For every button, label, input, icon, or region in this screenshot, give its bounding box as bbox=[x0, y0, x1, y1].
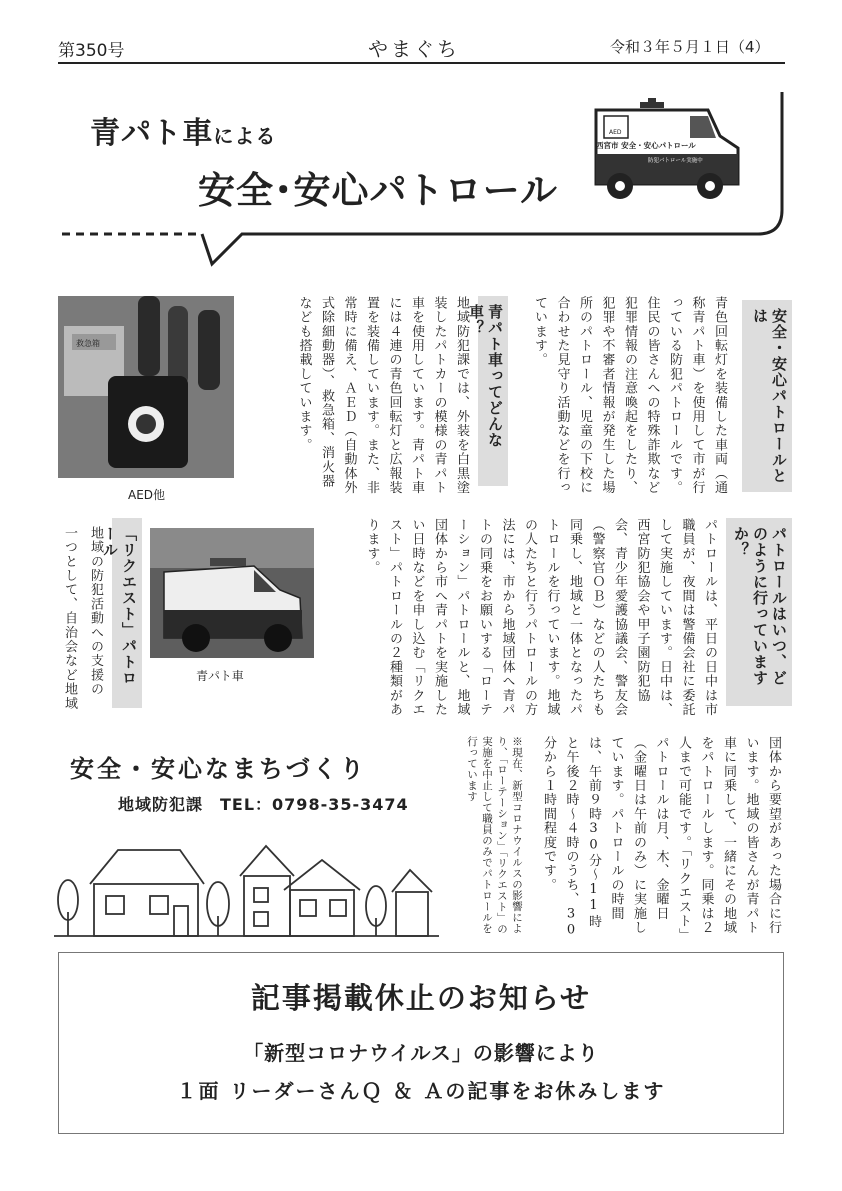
body-when: パトロールは、平日の日中は市職員が、夜間は警備会社に委託して実施しています。日中は、西宮防犯協会や甲子園防犯協会、青少年愛護協議会、警友会（警察官ＯＢ）などの人たちも同乗し、地域と一体となったパトロールを行っています。地域の人たちと行うパトロールの方法には、市から地域団体へ青パトの同乗をお願いする「ローテーション」パトロールと、地域団体から市へ青パトを実施したい日時などを申し込む「リクエスト」パトロールの２種類があります。 bbox=[364, 518, 717, 717]
heading-about: 安全･安心パトロールとは bbox=[742, 300, 792, 492]
title-suffix: による bbox=[213, 124, 277, 148]
heading-vehicle: 青パト車ってどんな車？ bbox=[478, 296, 508, 486]
machizukuri-dept-contact: 地域防犯課 TEL：0798-35-3474 bbox=[118, 795, 409, 814]
body-vehicle: 地域防犯課では、外装を白黒塗装したパトカーの模様の青パト車を使用しています。青パト車には４連の青色回転灯と広報装置を装備しています。また、非常時に備え、ＡＥＤ（自動体外式除細動器）、救急箱、消火器なども搭載しています。 bbox=[296, 296, 469, 495]
machizukuri-title: 安全・安心なまちづくり bbox=[70, 755, 367, 783]
truck-side-text: 西宮市 安全・安心パトロール bbox=[596, 141, 696, 150]
heading-when: パトロールはいつ、どのように行っていますか？ bbox=[726, 518, 792, 706]
car-caption: 青パト車 bbox=[196, 669, 244, 683]
truck-side-text2: 防犯パトロール実施中 bbox=[648, 158, 703, 164]
notice-line2: １面 リーダーさんＱ ＆ Ａの記事をお休みします bbox=[176, 1079, 666, 1103]
aed-box-label: 救急箱 bbox=[76, 339, 100, 348]
title-main: 青パト車 bbox=[90, 116, 214, 151]
issue-number: 第350号 bbox=[58, 41, 125, 61]
issue-date: 令和３年５月１日（4） bbox=[610, 38, 770, 56]
patrol-truck-illustration bbox=[588, 96, 746, 202]
car-photo bbox=[150, 528, 314, 658]
title-line1 bbox=[90, 108, 276, 152]
body-about: 青色回転灯を装備した車両（通称青パト車）を使用して市が行っている防犯パトロールです。住民の皆さんへの特殊詐欺など犯罪情報の注意喚起をしたり、犯罪や不審者情報が発生した場所のパトロール、児童の下校に合わせた見守り活動などを行っています。 bbox=[532, 296, 727, 495]
notice-line1: 「新型コロナウイルス」の影響により bbox=[243, 1041, 599, 1065]
notice-box bbox=[58, 952, 784, 1134]
houses-illustration bbox=[54, 820, 439, 938]
body-request-col2: 一つとして、自治会など地域 bbox=[62, 526, 77, 711]
body-request-cont: 団体から要望があった場合に行います。地域の皆さんが青パト車に同乗して、一緒にその地域をパトロールします。同乗は２人まで可能です。「リクエスト」パトロールは月、木、金曜日（金曜日は午前のみ）に実施しています。パトロールの時間は、午前９時30分～11時と午後２時～４時のうち、30分から１時間程度です。 bbox=[541, 736, 781, 939]
newsletter-name: やまぐち bbox=[368, 37, 460, 61]
heading-request: 「リクエスト」パトロール bbox=[112, 518, 142, 708]
header-rule bbox=[58, 62, 785, 64]
title-line2: 安全･安心パトロール bbox=[198, 169, 559, 212]
aed-caption: AED他 bbox=[128, 488, 166, 502]
covid-note: ※現在、新型コロナウイルスの影響により、「ローテーション」「リクエスト」の実施を中止して職員のみでパトロールを行っています bbox=[466, 736, 523, 935]
aed-badge: AED bbox=[609, 129, 622, 136]
notice-title: 記事掲載休止のお知らせ bbox=[250, 981, 592, 1015]
body-request-col1: 地域の防犯活動への支援の bbox=[88, 526, 103, 697]
aed-photo bbox=[58, 296, 234, 478]
